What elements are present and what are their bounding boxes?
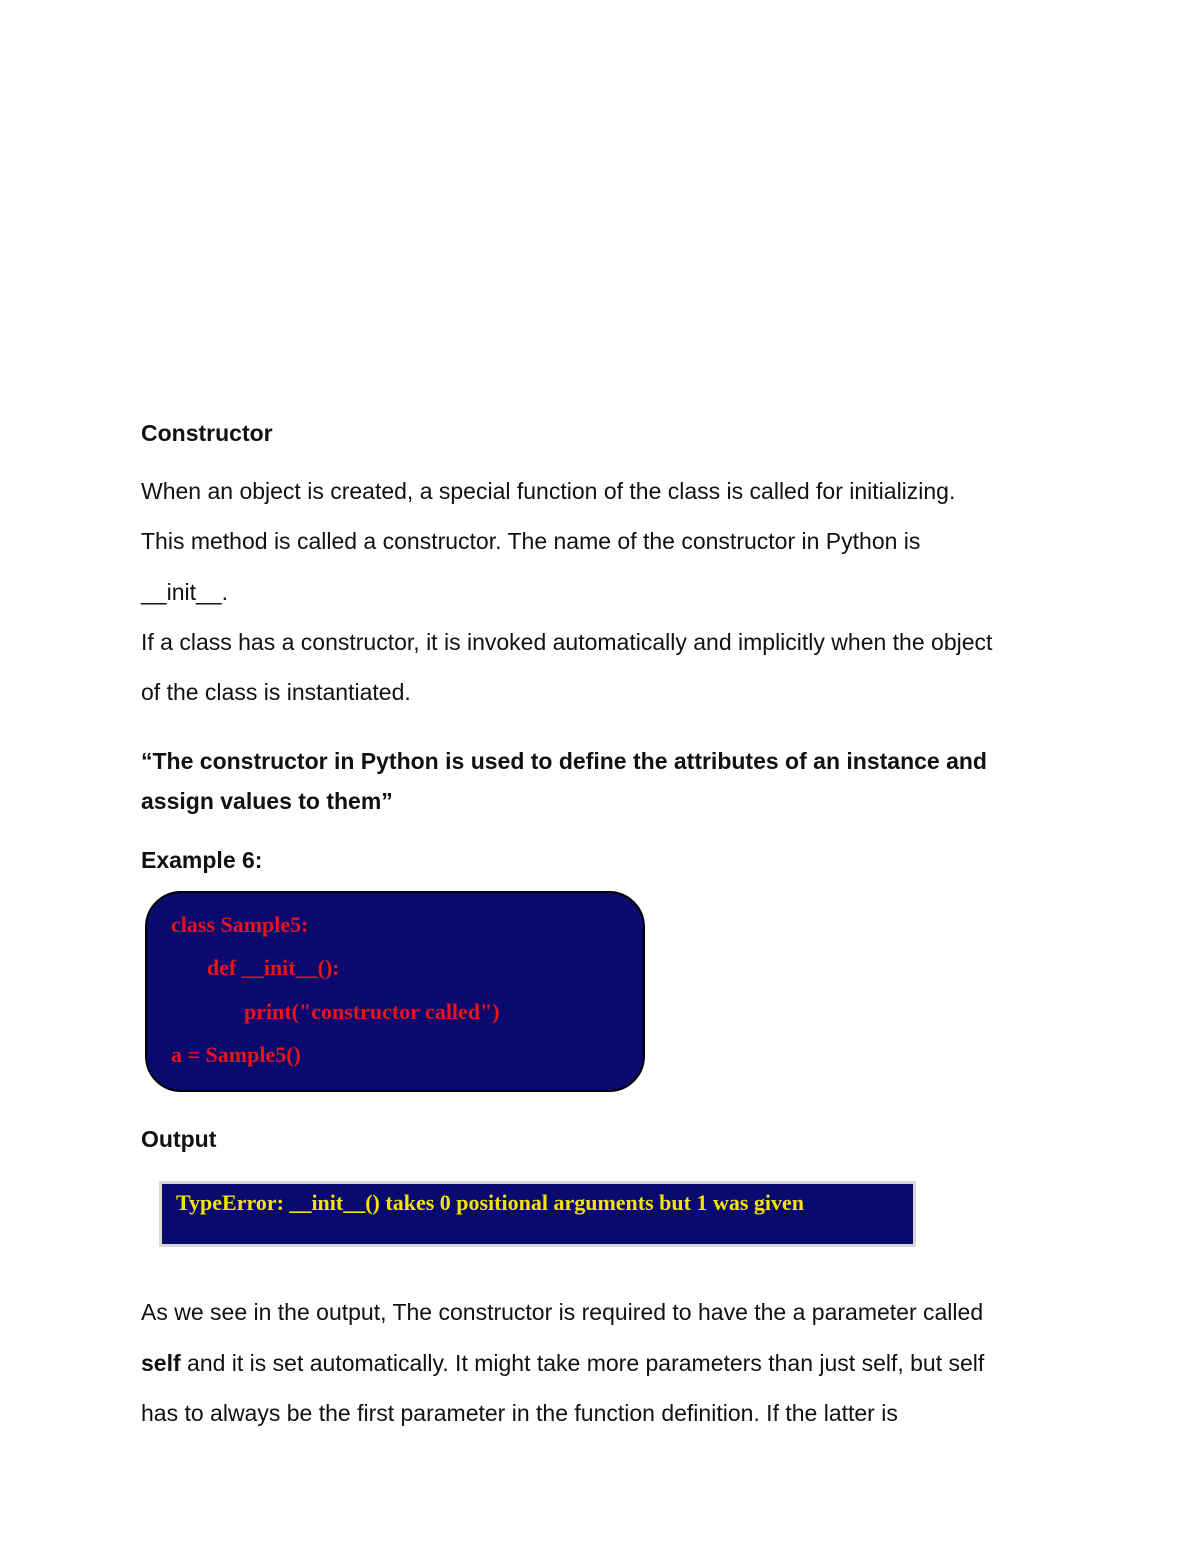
paragraph-3-line-2-rest: and it is set automatically. It might take more parameters than just self, but self (180, 1350, 985, 1376)
paragraph-3-line-2 (141, 1348, 984, 1378)
code-line-1: class Sample5: (171, 912, 309, 937)
output-label: Output (141, 1126, 217, 1152)
output-line: TypeError: __init__() takes 0 positional arguments but 1 was given (176, 1190, 805, 1215)
output-snippet-box (159, 1181, 916, 1247)
paragraph-2-line-2: of the class is instantiated. (141, 679, 411, 705)
section-heading: Constructor (141, 420, 273, 446)
quote-line-2: assign values to them” (141, 788, 393, 814)
paragraph-3-line-3: has to always be the first parameter in the function definition. If the latter is (141, 1400, 898, 1426)
example-label: Example 6: (141, 847, 263, 873)
paragraph-1-line-3: __init__. (141, 579, 228, 605)
code-snippet-box (145, 891, 645, 1092)
code-line-4: a = Sample5() (171, 1042, 301, 1067)
code-line-2: def __init__(): (207, 955, 340, 980)
self-keyword: self (141, 1350, 181, 1376)
quote-line-1: “The constructor in Python is used to define the attributes of an instance and (141, 748, 987, 774)
paragraph-1-line-1: When an object is created, a special function of the class is called for initializing. (141, 478, 956, 504)
paragraph-1-line-2: This method is called a constructor. The name of the constructor in Python is (141, 528, 921, 554)
code-line-3: print("constructor called") (244, 999, 500, 1024)
paragraph-3-line-1: As we see in the output, The constructor is required to have the a parameter called (141, 1299, 984, 1325)
paragraph-2-line-1: If a class has a constructor, it is invoked automatically and implicitly when the object (141, 629, 993, 655)
